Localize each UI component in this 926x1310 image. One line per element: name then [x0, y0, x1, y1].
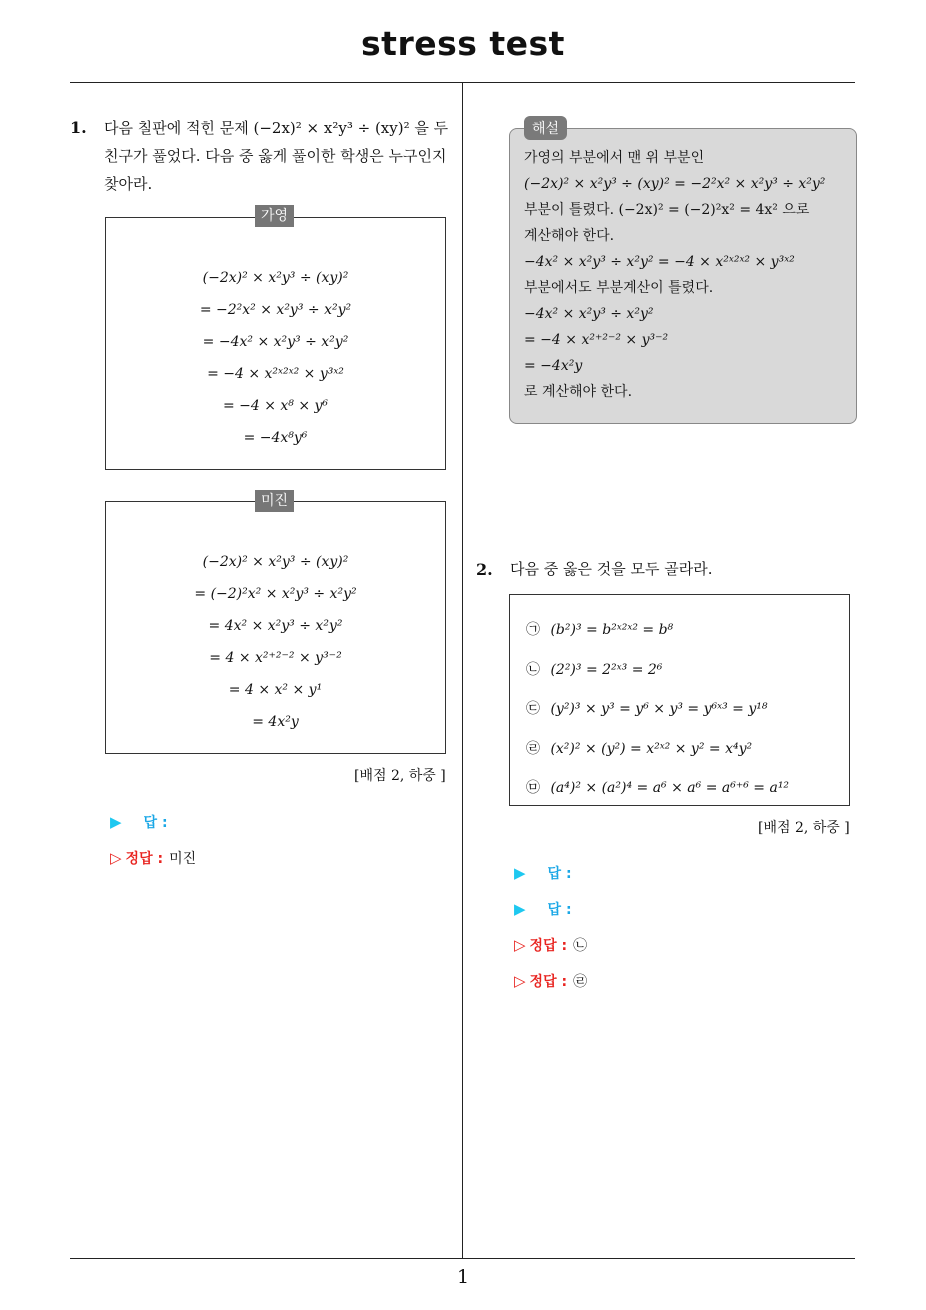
correct-label: 정답 :: [529, 974, 568, 990]
work-line: = 4 × x² × y¹: [228, 682, 323, 698]
question-2-text: 다음 중 옳은 것을 모두 골라라.: [510, 560, 713, 578]
work-line: = −4 × x⁸ × y⁶: [222, 398, 329, 414]
correct-value: 미진: [169, 851, 197, 867]
choice-item: [526, 690, 789, 730]
work-box-gayoung: [105, 217, 446, 470]
explanation-line: = −4x²y: [524, 358, 583, 374]
choice-expression: (b²)³ = b²ˣ²ˣ² = b⁸: [550, 622, 674, 638]
choice-mark: ㉡: [526, 661, 540, 678]
explanation-line: 로 계산해야 한다.: [524, 384, 633, 400]
explanation-label: 해설: [524, 116, 567, 140]
work-box-mijin: [105, 501, 446, 754]
answer-label: 답 :: [547, 902, 572, 918]
correct-label: 정답 :: [529, 938, 568, 954]
question-2-correct-row-2: [514, 971, 587, 991]
explanation-line: (−2x)² × x²y³ ÷ (xy)² = −2²x² × x²y³ ÷ x²y²: [524, 176, 826, 192]
explanation-line: −4x² × x²y³ ÷ x²y² = −4 × x²ˣ²ˣ² × y³ˣ²: [524, 254, 795, 270]
explanation-line: = −4 × x²⁺²⁻² × y³⁻²: [524, 332, 669, 348]
correct-label: 정답 :: [125, 851, 164, 867]
work-line: = −4x² × x²y³ ÷ x²y²: [202, 334, 349, 350]
choice-item: [526, 651, 789, 691]
choice-expression: (2²)³ = 2²ˣ³ = 2⁶: [550, 661, 663, 678]
choice-item: [526, 769, 789, 809]
choice-mark: ㉣: [526, 740, 540, 757]
play-outline-icon: ▷: [110, 849, 122, 867]
question-1-line: 친구가 풀었다. 다음 중 옳게 풀이한 학생은 누구인지: [104, 147, 447, 165]
answer-label: 답 :: [143, 815, 168, 831]
correct-value: ㉣: [573, 974, 588, 990]
question-2-number: 2.: [476, 560, 493, 579]
explanation-lines: [524, 145, 849, 405]
question-2-correct-row-1: [514, 935, 587, 955]
box-label-gayoung: 가영: [255, 205, 294, 227]
explanation-line: 계산해야 한다.: [524, 228, 615, 244]
question-1-line: 찾아라.: [104, 175, 153, 193]
box-label-mijin: 미진: [255, 490, 294, 512]
play-filled-icon: ▶: [110, 813, 122, 831]
work-line: = −4x⁸y⁶: [243, 430, 308, 446]
choice-expression: (y²)³ × y³ = y⁶ × y³ = y⁶ˣ³ = y¹⁸: [550, 701, 768, 717]
choice-item: [526, 730, 789, 770]
explanation-line: −4x² × x²y³ ÷ x²y²: [524, 306, 654, 322]
work-line: (−2x)² × x²y³ ÷ (xy)²: [202, 270, 349, 286]
play-filled-icon: ▶: [514, 900, 526, 918]
page-title: stress test: [361, 24, 565, 63]
choice-mark: ㉤: [526, 780, 540, 796]
work-line: (−2x)² × x²y³ ÷ (xy)²: [202, 554, 349, 570]
question-1-correct-row: [110, 848, 196, 868]
footer-rule: [70, 1258, 855, 1259]
work-lines: [106, 262, 445, 454]
column-divider: [462, 83, 463, 1258]
answer-label: 답 :: [547, 866, 572, 882]
explanation-line: 부분에서도 부분계산이 틀렸다.: [524, 280, 714, 296]
choice-lines: [526, 611, 789, 809]
explanation-line: 부분이 틀렸다. (−2x)² = (−2)²x² = 4x² 으로: [524, 202, 810, 218]
work-line: = (−2)²x² × x²y³ ÷ x²y²: [194, 586, 357, 602]
work-line: = 4x² × x²y³ ÷ x²y²: [208, 618, 343, 634]
work-line: = 4x²y: [252, 714, 299, 730]
question-1-answer-row[interactable]: [110, 812, 168, 832]
question-2-points: [배점 2, 하중 ]: [758, 820, 850, 836]
choice-mark: ㉢: [526, 701, 540, 717]
page-number: 1: [456, 1266, 470, 1288]
question-1-points: [배점 2, 하중 ]: [354, 768, 446, 784]
question-1-text: [104, 114, 456, 198]
question-1-line: 다음 칠판에 적힌 문제 (−2x)² × x²y³ ÷ (xy)² 을 두: [104, 119, 449, 137]
choice-mark: ㉠: [526, 622, 540, 638]
question-2-answer-row-2[interactable]: [514, 899, 572, 919]
work-line: = −4 × x²ˣ²ˣ² × y³ˣ²: [207, 366, 344, 382]
play-outline-icon: ▷: [514, 972, 526, 990]
work-lines: [106, 546, 445, 738]
correct-value: ㉡: [573, 938, 588, 954]
choice-box: [509, 594, 850, 806]
choice-item: [526, 611, 789, 651]
question-1-number: 1.: [70, 118, 87, 137]
work-line: = 4 × x²⁺²⁻² × y³⁻²: [209, 650, 342, 666]
explanation-line: 가영의 부분에서 맨 위 부분인: [524, 150, 705, 166]
play-outline-icon: ▷: [514, 936, 526, 954]
choice-expression: (x²)² × (y²) = x²ˣ² × y² = x⁴y²: [550, 740, 753, 757]
question-2-answer-row-1[interactable]: [514, 863, 572, 883]
choice-expression: (a⁴)² × (a²)⁴ = a⁶ × a⁶ = a⁶⁺⁶ = a¹²: [550, 780, 790, 796]
work-line: = −2²x² × x²y³ ÷ x²y²: [199, 302, 352, 318]
play-filled-icon: ▶: [514, 864, 526, 882]
